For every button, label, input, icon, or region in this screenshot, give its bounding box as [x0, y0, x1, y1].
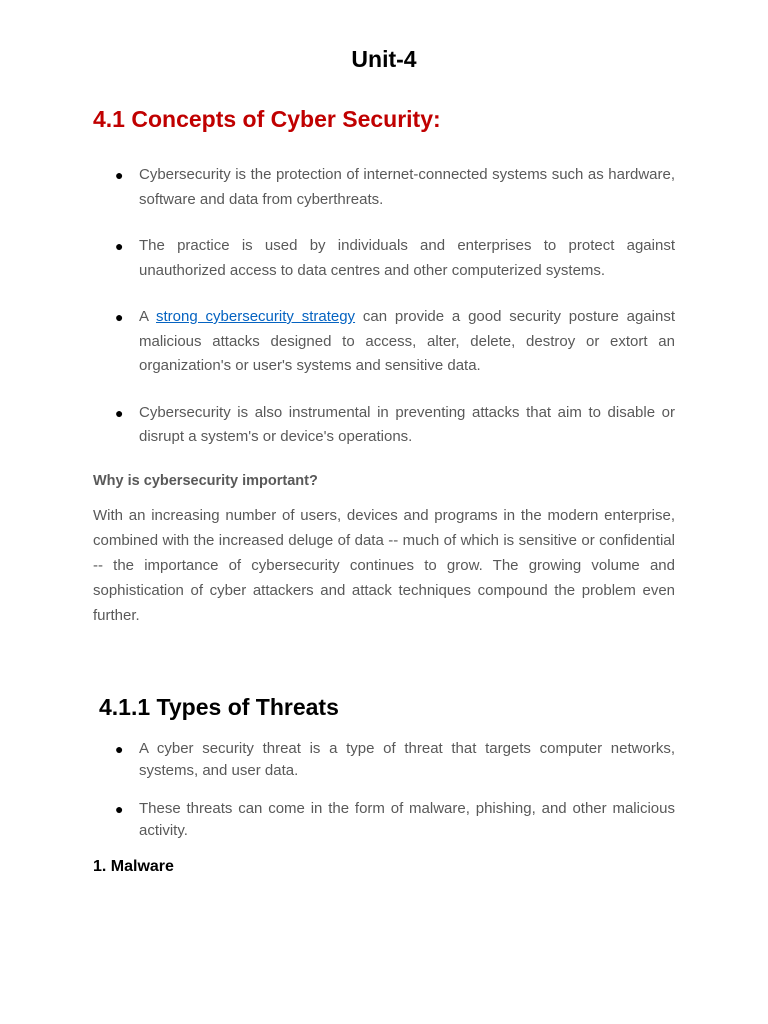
bullet-text-prefix: A [139, 308, 156, 325]
concepts-bullet-list [93, 163, 675, 472]
list-item [93, 738, 675, 782]
unit-title: Unit-4 [351, 46, 417, 72]
strategy-link[interactable]: strong cybersecurity strategy [156, 308, 356, 325]
why-paragraph: With an increasing number of users, devices and programs in the modern enterprise, combined with the increased deluge of data -- much of which is sensitive or confidential -- the importance of cybersecurity continues to grow. The growing volume and sophistication of cyber attackers and attack techniques compound the problem even further. [93, 507, 675, 624]
bullet-icon: ● [115, 801, 124, 817]
list-item [93, 234, 675, 283]
bullet-text: These threats can come in the form of malware, phishing, and other malicious activity. [139, 800, 675, 839]
threats-bullet-list [93, 738, 675, 858]
list-item [93, 163, 675, 212]
bullet-text-suffix: can provide a good security posture against malicious attacks designed to access, alter, delete, destroy or extort an organization's or user's systems and sensitive data. [139, 308, 675, 374]
list-item [93, 305, 675, 379]
bullet-icon: ● [115, 238, 124, 254]
bullet-icon: ● [115, 404, 124, 421]
malware-heading: 1. Malware [93, 858, 174, 875]
list-item [93, 798, 675, 842]
bullet-text: The practice is used by individuals and enterprises to protect against unauthorized access to data centres and other computerized systems. [139, 237, 675, 279]
list-item [93, 401, 675, 450]
bullet-icon: ● [115, 309, 124, 325]
bullet-text: Cybersecurity is the protection of internet-connected systems such as hardware, software and data from cyberthreats. [139, 166, 675, 208]
section-heading: 4.1 Concepts of Cyber Security: [93, 106, 441, 132]
bullet-text: Cybersecurity is also instrumental in preventing attacks that aim to disable or disrupt a system's or device's operations. [139, 403, 675, 445]
threats-heading: 4.1.1 Types of Threats [99, 694, 339, 720]
bullet-icon: ● [115, 741, 124, 757]
bullet-text: A cyber security threat is a type of threat that targets computer networks, systems, and user data. [139, 740, 675, 779]
bullet-icon: ● [115, 167, 124, 183]
why-heading: Why is cybersecurity important? [93, 473, 318, 489]
